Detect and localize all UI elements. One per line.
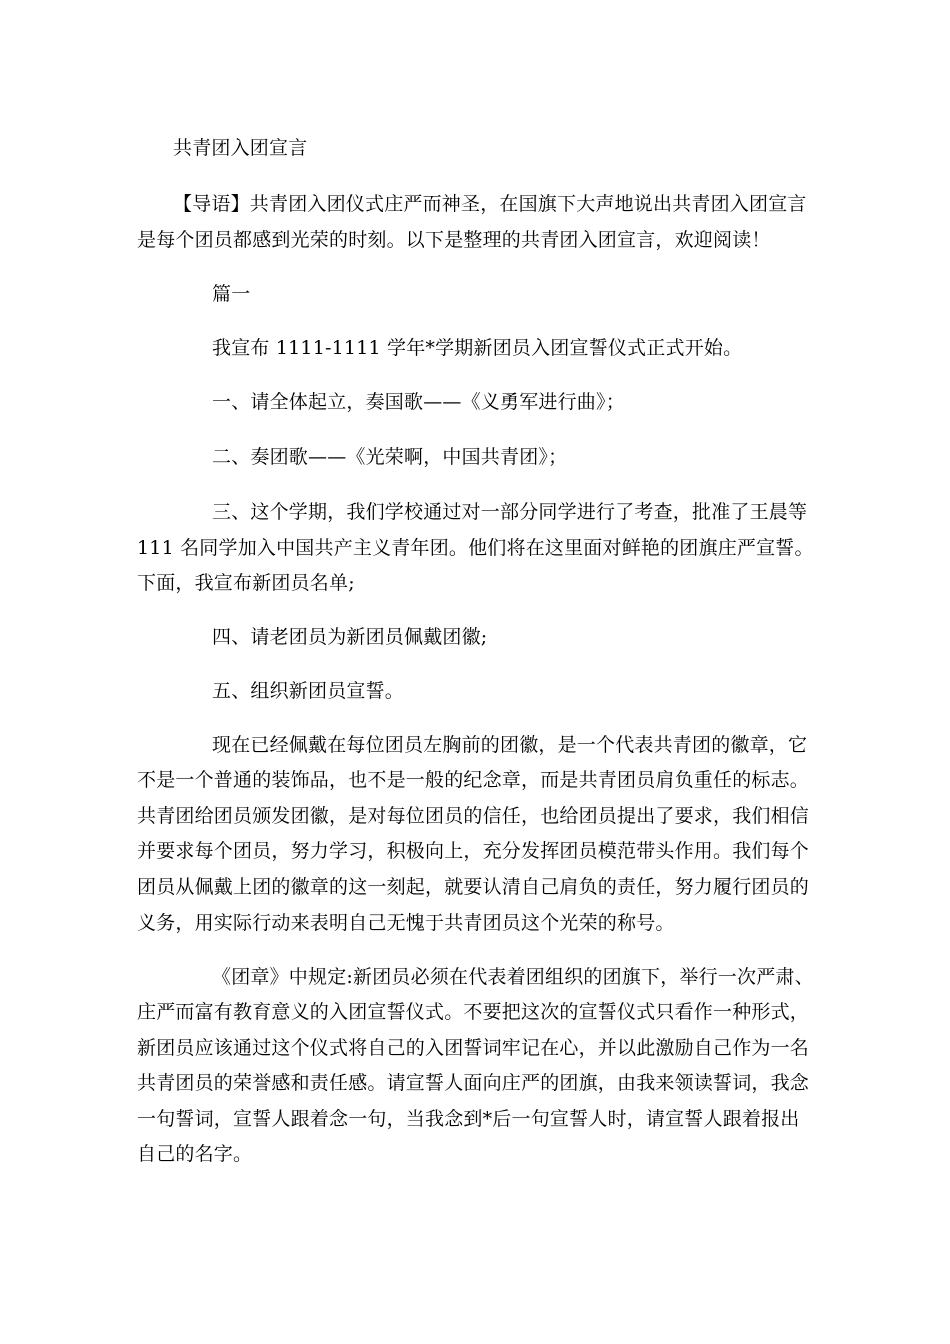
- step-item: 四、请老团员为新团员佩戴团徽;: [212, 626, 488, 648]
- paragraph-line: 并要求每个团员，努力学习，积极向上，充分发挥团员模范带头作用。我们每个: [137, 840, 810, 862]
- step-item: 111 名同学加入中国共产主义青年团。他们将在这里面对鲜艳的团旗庄严宣誓。: [137, 537, 814, 559]
- intro-line: 是每个团员都感到光荣的时刻。以下是整理的共青团入团宣言，欢迎阅读！: [137, 229, 771, 251]
- paragraph-line: 共青团给团员颁发团徽，是对每位团员的信任，也给团员提出了要求，我们相信: [137, 805, 810, 827]
- step-item: 三、这个学期，我们学校通过对一部分同学进行了考查，批准了王晨等: [212, 501, 808, 523]
- step-item: 下面，我宣布新团员名单;: [137, 572, 355, 594]
- section-heading: 篇一: [212, 283, 251, 305]
- intro-line: 【导语】共青团入团仪式庄严而神圣，在国旗下大声地说出共青团入团宣言: [173, 193, 807, 215]
- paragraph-line: 新团员应该通过这个仪式将自己的入团誓词牢记在心，并以此激励自己作为一名: [137, 1037, 810, 1059]
- paragraph-line: 自己的名字。: [137, 1143, 253, 1165]
- step-item: 一、请全体起立，奏国歌——《义勇军进行曲》；: [212, 391, 625, 413]
- paragraph-line: 义务，用实际行动来表明自己无愧于共青团员这个光荣的称号。: [137, 912, 675, 934]
- paragraph-line: 庄严而富有教育意义的入团宣誓仪式。不要把这次的宣誓仪式只看作一种形式，: [137, 1001, 810, 1023]
- document-title: 共青团入团宣言: [173, 137, 308, 159]
- step-item: 五、组织新团员宣誓。: [212, 680, 405, 702]
- paragraph-line: 一句誓词，宣誓人跟着念一句，当我念到*后一句宣誓人时，请宣誓人跟着报出: [137, 1108, 800, 1130]
- announcement: 我宣布 1111-1111 学年*学期新团员入团宣誓仪式正式开始。: [212, 337, 743, 359]
- paragraph-line: 团员从佩戴上团的徽章的这一刻起，就要认清自己肩负的责任，努力履行团员的: [137, 876, 810, 898]
- step-item: 二、奏团歌——《光荣啊，中国共青团》；: [212, 446, 568, 468]
- paragraph-line: 不是一个普通的装饰品，也不是一般的纪念章，而是共青团员肩负重任的标志。: [137, 769, 810, 791]
- paragraph-line: 现在已经佩戴在每位团员左胸前的团徽，是一个代表共青团的徽章，它: [212, 734, 808, 756]
- paragraph-line: 共青团员的荣誉感和责任感。请宣誓人面向庄严的团旗，由我来领读誓词，我念: [137, 1072, 810, 1094]
- paragraph-line: 《团章》中规定:新团员必须在代表着团组织的团旗下，举行一次严肃、: [212, 966, 814, 988]
